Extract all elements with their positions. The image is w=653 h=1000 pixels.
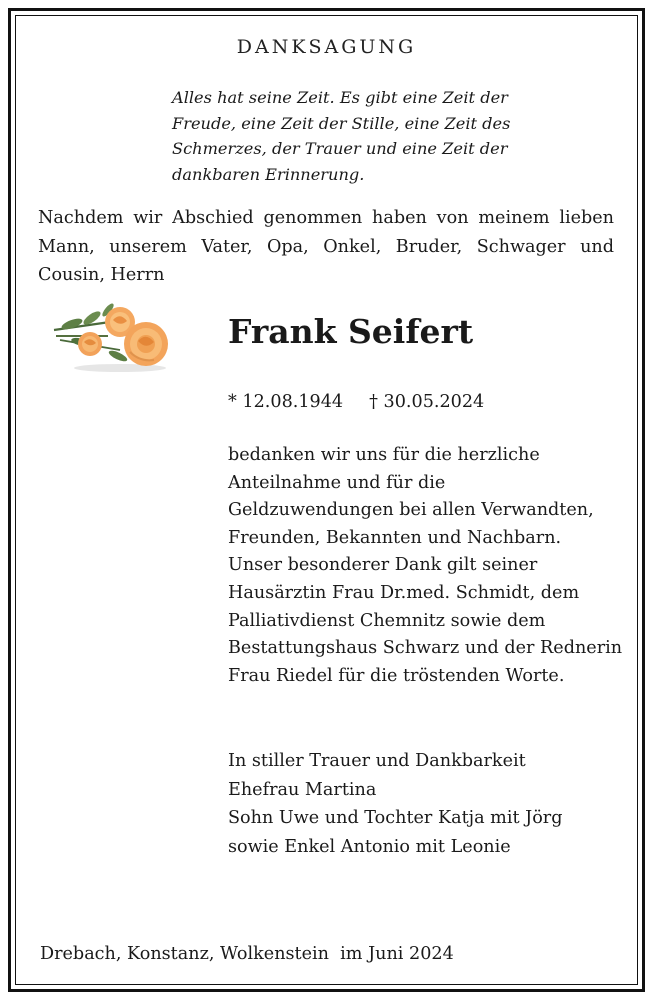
thanks-line: Bestattungshaus Schwarz und der Rednerin [228,638,623,659]
roses-image [50,296,172,374]
family-line: Sohn Uwe und Tochter Katja mit Jörg [228,808,563,828]
death-date: † 30.05.2024 [369,392,485,412]
place-date-footer: Drebach, Konstanz, Wolkenstein im Juni 2024 [40,944,454,964]
thanks-line: Hausärztin Frau Dr.med. Schmidt, dem [228,582,580,603]
quote-line: Schmerzes, der Trauer und eine Zeit der [172,139,508,158]
family-line: In stiller Trauer und Dankbarkeit [228,751,526,771]
quote-line: Freude, eine Zeit der Stille, eine Zeit des [172,113,511,133]
birth-date: * 12.08.1944 [228,392,344,412]
thanks-line: Frau Riedel für die tröstenden Worte. [228,665,565,686]
page-title: DANKSAGUNG [236,36,417,58]
quote [172,85,522,187]
deceased-name: Frank Seifert [228,312,474,351]
intro-text [38,204,614,290]
life-dates [228,392,484,412]
family-signature [228,747,628,861]
intro-line: Mann, unserem Vater, Opa, Onkel, Bruder, Schwager und [38,236,614,257]
thanks-line: Palliativdienst Chemnitz sowie dem [228,610,546,631]
thanks-text [228,442,648,690]
thanks-line: Unser besonderer Dank gilt seiner [228,555,538,576]
thanks-line: bedanken wir uns für die herzliche [228,445,540,465]
family-line: Ehefrau Martina [228,779,377,800]
quote-line: dankbaren Erinnerung. [172,164,365,184]
intro-line: Nachdem wir Abschied genommen haben von meinem lieben [38,208,614,228]
quote-line: Alles hat seine Zeit. Es gibt eine Zeit der [172,88,508,107]
family-line: sowie Enkel Antonio mit Leonie [228,836,511,857]
intro-line: Cousin, Herrn [38,265,165,285]
thanks-line: Anteilnahme und für die [228,472,446,493]
thanks-line: Freunden, Bekannten und Nachbarn. [228,527,562,548]
thanks-line: Geldzuwendungen bei allen Verwandten, [228,500,594,521]
